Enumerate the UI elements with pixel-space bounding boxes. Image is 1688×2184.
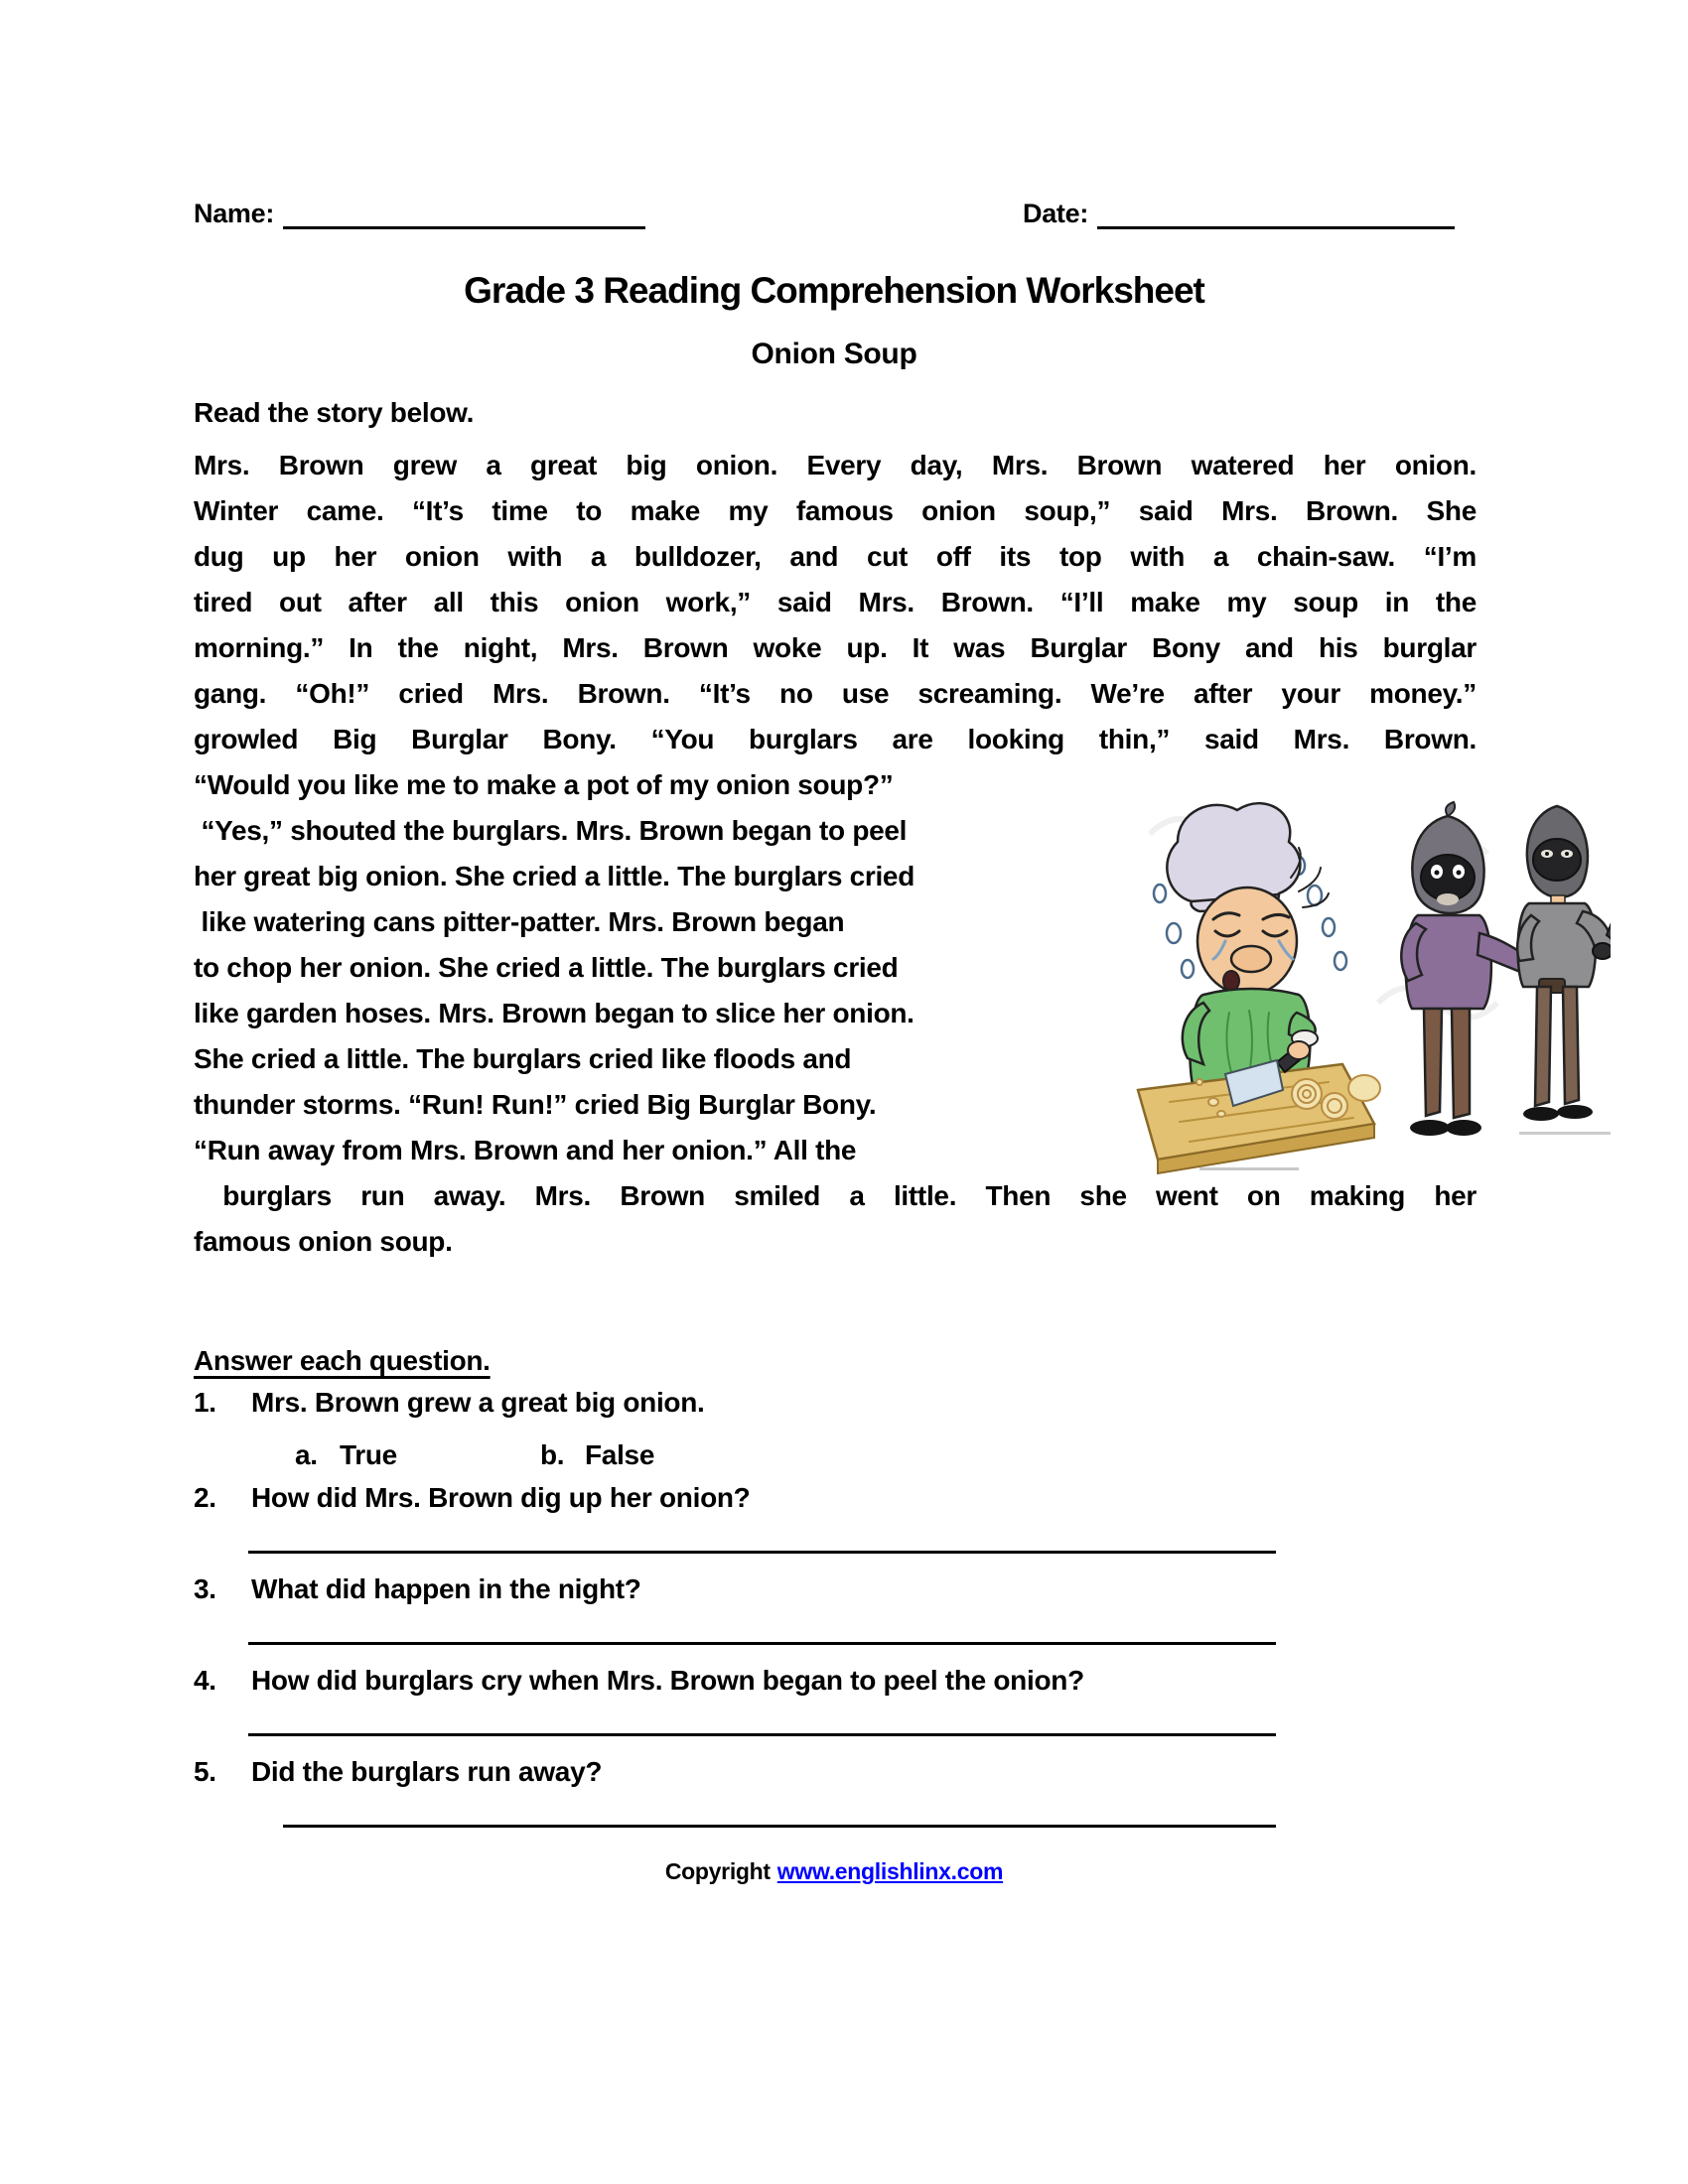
question-row xyxy=(194,1387,1475,1439)
story-line: morning.” In the night, Mrs. Brown woke up. It was Burglar Bony and his burglar xyxy=(194,632,1477,663)
questions-heading: Answer each question. xyxy=(194,1345,491,1376)
date-field xyxy=(1023,199,1455,229)
date-blank xyxy=(1097,200,1455,229)
story-line: like garden hoses. Mrs. Brown began to slice her onion. xyxy=(194,998,914,1028)
caption-smudge-right xyxy=(1519,1132,1611,1135)
name-label: Name: xyxy=(194,199,275,228)
page-title: Grade 3 Reading Comprehension Worksheet xyxy=(464,270,1204,311)
date-label: Date: xyxy=(1023,199,1089,228)
burglar-right-shoe2 xyxy=(1557,1105,1593,1119)
story-line: gang. “Oh!” cried Mrs. Brown. “It’s no use screaming. We’re after your money.” xyxy=(194,678,1477,709)
burglar-figures xyxy=(1401,802,1611,1136)
read-instruction: Read the story below. xyxy=(194,397,475,428)
question-number: 2. xyxy=(194,1482,216,1513)
story-line: Winter came. “It’s time to make my famous onion soup,” said Mrs. Brown. She xyxy=(194,495,1477,526)
answer-blank xyxy=(248,1710,1276,1736)
question-row xyxy=(194,1573,1475,1619)
questions-section xyxy=(194,1345,1475,1847)
question-text: How did Mrs. Brown dig up her onion? xyxy=(251,1482,751,1513)
caption-smudge-left xyxy=(1199,1167,1299,1170)
story-line: Mrs. Brown grew a great big onion. Every day, Mrs. Brown watered her onion. xyxy=(194,450,1477,480)
chef-hand xyxy=(1288,1041,1310,1059)
answer-blank xyxy=(283,1802,1276,1828)
story-line: She cried a little. The burglars cried like floods and xyxy=(194,1043,852,1074)
name-field xyxy=(194,199,645,229)
story-line: famous onion soup. xyxy=(194,1226,453,1257)
chef-figure xyxy=(1138,803,1380,1173)
burglar-left-shoe2 xyxy=(1446,1120,1481,1136)
burglar-right-leg1 xyxy=(1535,987,1551,1106)
story-line: growled Big Burglar Bony. “You burglars are looking thin,” said Mrs. Brown. xyxy=(194,724,1477,754)
story-line: “Would you like me to make a pot of my onion soup?” xyxy=(194,769,894,800)
question-row xyxy=(194,1665,1475,1710)
option-a xyxy=(295,1439,540,1482)
story-line: her great big onion. She cried a little. The burglars cried xyxy=(194,861,915,891)
story-line: to chop her onion. She cried a little. The burglars cried xyxy=(194,952,899,983)
burglar-knife xyxy=(1607,905,1611,941)
burglar-left-shoe1 xyxy=(1410,1120,1450,1136)
story-line: dug up her onion with a bulldozer, and cut off its top with a chain-saw. “I’m xyxy=(194,541,1477,572)
burglar-left-leg1 xyxy=(1424,1009,1442,1116)
option-label: a. xyxy=(295,1439,318,1470)
story-line: thunder storms. “Run! Run!” cried Big Burglar Bony. xyxy=(194,1089,877,1120)
answer-blank xyxy=(248,1528,1276,1554)
chef-nose xyxy=(1231,946,1271,972)
option-text: False xyxy=(585,1439,655,1470)
options-row xyxy=(194,1439,1475,1482)
story-line: “Yes,” shouted the burglars. Mrs. Brown began to peel xyxy=(194,815,908,846)
burglar-right-leg2 xyxy=(1563,987,1579,1104)
question-number: 4. xyxy=(194,1665,216,1696)
question-row xyxy=(194,1756,1475,1802)
story-line: “Run away from Mrs. Brown and her onion.” All the xyxy=(194,1135,857,1165)
story-line: like watering cans pitter-patter. Mrs. Brown began xyxy=(194,906,845,937)
copyright-label: Copyright xyxy=(664,1858,771,1884)
burglar-left-leg2 xyxy=(1452,1009,1470,1118)
option-label: b. xyxy=(540,1439,565,1470)
question-text: Mrs. Brown grew a great big onion. xyxy=(251,1387,705,1418)
header-row xyxy=(194,199,1475,240)
burglar-right-mask xyxy=(1533,839,1581,881)
question-text: What did happen in the night? xyxy=(251,1573,641,1604)
question-text: Did the burglars run away? xyxy=(251,1756,603,1787)
burglar-right xyxy=(1517,806,1611,1135)
chef-mouth xyxy=(1223,971,1239,991)
story-line: tired out after all this onion work,” said Mrs. Brown. “I’ll make my soup in the xyxy=(194,587,1477,617)
copyright xyxy=(194,1858,1475,1885)
copyright-link[interactable]: www.englishlinx.com xyxy=(776,1858,1004,1884)
burglar-right-glove xyxy=(1593,943,1611,959)
name-blank xyxy=(283,200,645,229)
story-illustration xyxy=(1130,774,1611,1175)
questions-list xyxy=(194,1387,1475,1828)
page-subtitle: Onion Soup xyxy=(751,338,917,370)
question-number: 5. xyxy=(194,1756,216,1787)
chef-head xyxy=(1197,887,1297,995)
answer-blank xyxy=(248,1619,1276,1645)
question-row xyxy=(194,1482,1475,1528)
question-number: 1. xyxy=(194,1387,216,1418)
burglar-right-shoe1 xyxy=(1523,1107,1559,1121)
question-number: 3. xyxy=(194,1573,216,1604)
question-text: How did burglars cry when Mrs. Brown began to peel the onion? xyxy=(251,1665,1084,1696)
option-text: True xyxy=(340,1439,397,1470)
option-b xyxy=(540,1439,654,1482)
story-line: burglars run away. Mrs. Brown smiled a little. Then she went on making her xyxy=(194,1180,1477,1211)
